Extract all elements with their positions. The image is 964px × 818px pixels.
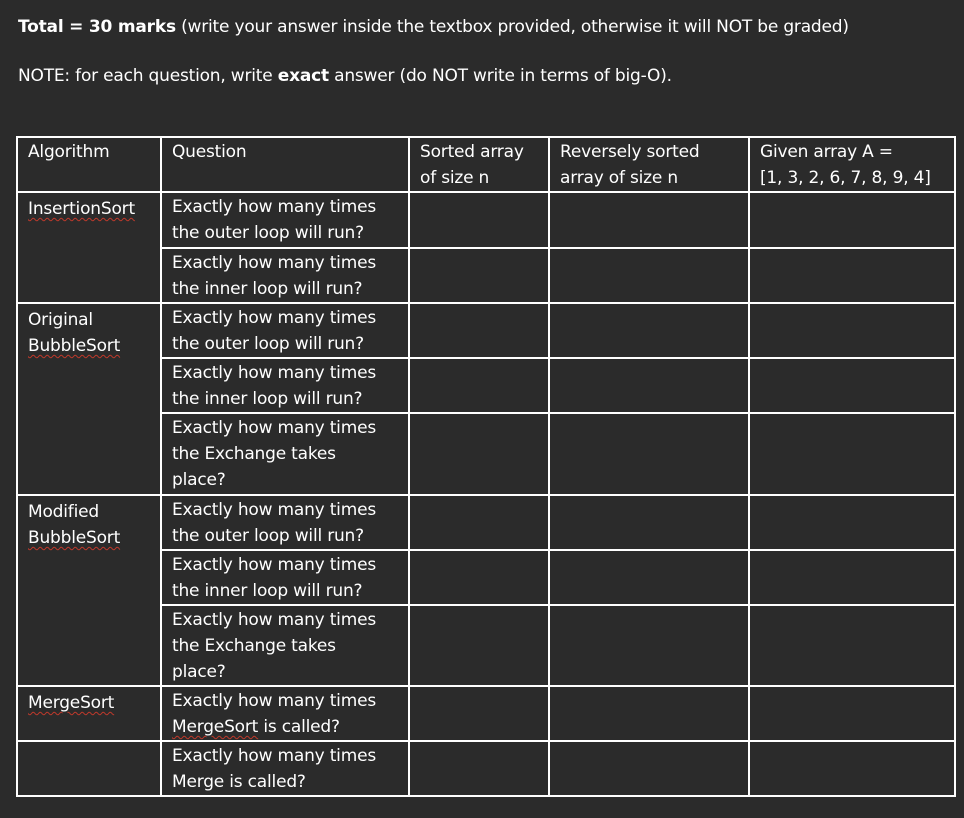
q-text-l2: the outer loop will run? bbox=[172, 526, 364, 546]
alg-modified-l1: Modified bbox=[28, 502, 99, 522]
answer-textbox-sorted[interactable] bbox=[409, 495, 549, 550]
q-text-l2: the inner loop will run? bbox=[172, 581, 363, 601]
header-question-text: Question bbox=[172, 142, 247, 162]
answer-textbox-reverse[interactable] bbox=[549, 741, 749, 796]
answer-textbox-sorted[interactable] bbox=[409, 303, 549, 358]
q-text-l1: Exactly how many times bbox=[172, 610, 376, 630]
answer-textbox-given[interactable] bbox=[749, 358, 955, 413]
q-text-l1: Exactly how many times bbox=[172, 363, 376, 383]
answer-textbox-reverse[interactable] bbox=[549, 358, 749, 413]
algorithm-empty bbox=[17, 741, 161, 796]
answer-textbox-given[interactable] bbox=[749, 550, 955, 605]
answer-textbox-reverse[interactable] bbox=[549, 248, 749, 303]
answer-textbox-given[interactable] bbox=[749, 413, 955, 495]
q-text-l1: Exactly how many times bbox=[172, 308, 376, 328]
header-sorted bbox=[409, 137, 549, 192]
header-sorted-l2: of size n bbox=[420, 168, 490, 188]
note-text-b: answer (do NOT write in terms of big-O). bbox=[328, 66, 672, 86]
table-row bbox=[17, 495, 955, 550]
table-row bbox=[17, 686, 955, 741]
note-line bbox=[18, 66, 672, 86]
header-row bbox=[17, 137, 955, 192]
header-algorithm-text: Algorithm bbox=[28, 142, 110, 162]
header-given-l2: [1, 3, 2, 6, 7, 8, 9, 4] bbox=[760, 168, 931, 188]
question-cell bbox=[161, 495, 409, 550]
algorithm-modified-bubblesort bbox=[17, 495, 161, 686]
header-given bbox=[749, 137, 955, 192]
q-text-l1: Exactly how many times bbox=[172, 418, 376, 438]
q-text-l1: Exactly how many times bbox=[172, 555, 376, 575]
answer-textbox-reverse[interactable] bbox=[549, 686, 749, 741]
question-cell bbox=[161, 303, 409, 358]
header-given-l1: Given array A = bbox=[760, 142, 893, 162]
q-text-l2: the outer loop will run? bbox=[172, 223, 364, 243]
q-text-l3: place? bbox=[172, 470, 226, 490]
answer-textbox-sorted[interactable] bbox=[409, 358, 549, 413]
answer-textbox-sorted[interactable] bbox=[409, 550, 549, 605]
answer-textbox-given[interactable] bbox=[749, 686, 955, 741]
total-marks-line bbox=[18, 17, 849, 37]
answer-textbox-sorted[interactable] bbox=[409, 605, 549, 686]
algorithm-mergesort bbox=[17, 686, 161, 741]
answer-textbox-given[interactable] bbox=[749, 303, 955, 358]
table-row bbox=[17, 303, 955, 358]
answer-textbox-reverse[interactable] bbox=[549, 413, 749, 495]
answer-textbox-reverse[interactable] bbox=[549, 605, 749, 686]
q-text-l2: the inner loop will run? bbox=[172, 279, 363, 299]
question-cell bbox=[161, 358, 409, 413]
answer-textbox-reverse[interactable] bbox=[549, 495, 749, 550]
q-text-l2: the Exchange takes bbox=[172, 444, 336, 464]
answer-textbox-reverse[interactable] bbox=[549, 303, 749, 358]
q-text-l2: is called? bbox=[258, 717, 340, 737]
total-marks-bold: Total = 30 marks bbox=[18, 17, 176, 37]
answer-textbox-sorted[interactable] bbox=[409, 686, 549, 741]
q-text-l1: Exactly how many times bbox=[172, 500, 376, 520]
total-marks-instructions: (write your answer inside the textbox provided, otherwise it will NOT be graded) bbox=[175, 17, 849, 37]
answer-textbox-sorted[interactable] bbox=[409, 192, 549, 248]
q-text-l1: Exactly how many times bbox=[172, 197, 376, 217]
q-text-l2: Merge is called? bbox=[172, 772, 306, 792]
alg-mergesort-text: MergeSort bbox=[28, 693, 115, 713]
q-text-l2: the inner loop will run? bbox=[172, 389, 363, 409]
note-text-a: NOTE: for each question, write bbox=[18, 66, 278, 86]
q-mergesort-word: MergeSort bbox=[172, 717, 259, 737]
alg-insertionsort-text: InsertionSort bbox=[28, 199, 135, 219]
header-reverse-l2: array of size n bbox=[560, 168, 678, 188]
note-exact-bold: exact bbox=[277, 66, 329, 86]
q-text-l3: place? bbox=[172, 662, 226, 682]
algorithm-original-bubblesort bbox=[17, 303, 161, 495]
q-text-l1: Exactly how many times bbox=[172, 253, 376, 273]
question-cell bbox=[161, 413, 409, 495]
header-reverse bbox=[549, 137, 749, 192]
answer-textbox-sorted[interactable] bbox=[409, 413, 549, 495]
answer-textbox-given[interactable] bbox=[749, 741, 955, 796]
answer-textbox-given[interactable] bbox=[749, 248, 955, 303]
table-row bbox=[17, 192, 955, 248]
answer-textbox-sorted[interactable] bbox=[409, 248, 549, 303]
q-text-l1: Exactly how many times bbox=[172, 691, 376, 711]
question-cell bbox=[161, 192, 409, 248]
answer-textbox-reverse[interactable] bbox=[549, 550, 749, 605]
header-question bbox=[161, 137, 409, 192]
question-cell bbox=[161, 686, 409, 741]
header-sorted-l1: Sorted array bbox=[420, 142, 524, 162]
algorithm-insertionsort bbox=[17, 192, 161, 303]
answer-table bbox=[16, 136, 956, 797]
q-text-l2: the outer loop will run? bbox=[172, 334, 364, 354]
alg-modified-l2: BubbleSort bbox=[28, 528, 121, 548]
q-text-l2: the Exchange takes bbox=[172, 636, 336, 656]
header-algorithm bbox=[17, 137, 161, 192]
answer-textbox-given[interactable] bbox=[749, 192, 955, 248]
table-row bbox=[17, 741, 955, 796]
answer-textbox-reverse[interactable] bbox=[549, 192, 749, 248]
q-text-l1: Exactly how many times bbox=[172, 746, 376, 766]
question-cell bbox=[161, 741, 409, 796]
answer-textbox-sorted[interactable] bbox=[409, 741, 549, 796]
answer-textbox-given[interactable] bbox=[749, 495, 955, 550]
answer-textbox-given[interactable] bbox=[749, 605, 955, 686]
header-reverse-l1: Reversely sorted bbox=[560, 142, 700, 162]
alg-original-l1: Original bbox=[28, 310, 93, 330]
question-cell bbox=[161, 605, 409, 686]
question-cell bbox=[161, 550, 409, 605]
alg-original-l2: BubbleSort bbox=[28, 336, 121, 356]
question-cell bbox=[161, 248, 409, 303]
